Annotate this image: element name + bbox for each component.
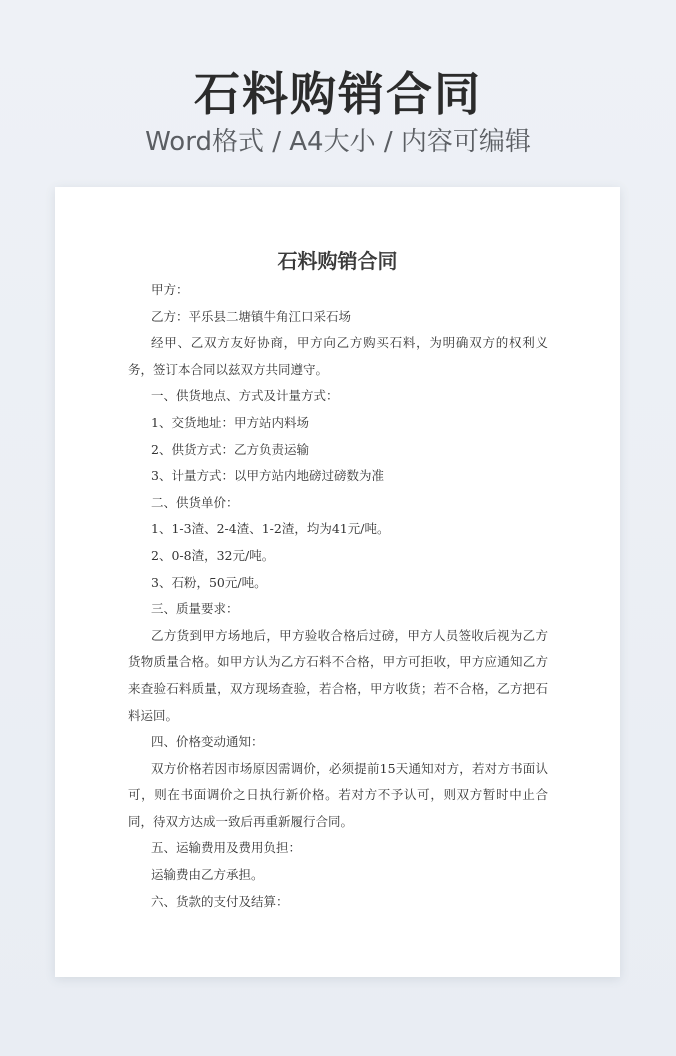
document-page bbox=[55, 187, 620, 977]
section-heading: 四、价格变动通知： bbox=[151, 734, 264, 750]
clause-item: 1、1-3渣、2-4渣、1-2渣，均为41元/吨。 bbox=[151, 521, 390, 537]
preamble-paragraph: 经甲、乙双方友好协商，甲方向乙方购买石料，为明确双方的权利义务，签订本合同以兹双方共同遵守。 bbox=[128, 335, 548, 377]
clause-item: 2、供货方式：乙方负责运输 bbox=[151, 441, 309, 457]
party-a-line: 甲方： bbox=[151, 282, 189, 297]
page-header bbox=[0, 62, 676, 160]
clause-paragraph: 乙方货到甲方场地后，甲方验收合格后过磅，甲方人员签收后视为乙方货物质量合格。如甲方认为乙方石料不合格，甲方可拒收，甲方应通知乙方来查验石料质量，双方现场查验，若合格，甲方收货；若不合格，乙方把石料运回。 bbox=[128, 627, 548, 723]
section-heading: 六、货款的支付及结算： bbox=[151, 893, 289, 909]
clause-paragraph: 双方价格若因市场原因需调价，必须提前15天通知对方，若对方书面认可，则在书面调价之日执行新价格。若对方不予认可，则双方暂时中止合同，待双方达成一致后再重新履行合同。 bbox=[128, 760, 548, 829]
section-heading: 五、运输费用及费用负担： bbox=[151, 840, 302, 856]
clause-item: 2、0-8渣，32元/吨。 bbox=[151, 547, 275, 563]
section-heading: 二、供货单价： bbox=[151, 494, 239, 510]
page-subtitle: Word格式 / A4大小 / 内容可编辑 bbox=[145, 127, 531, 157]
document-body bbox=[128, 277, 548, 915]
document-title: 石料购销合同 bbox=[277, 249, 398, 273]
clause-item: 3、计量方式：以甲方站内地磅过磅数为准 bbox=[151, 468, 384, 484]
clause-item: 3、石粉，50元/吨。 bbox=[151, 574, 267, 590]
clause-item: 1、交货地址：甲方站内料场 bbox=[151, 414, 309, 430]
page-title: 石料购销合同 bbox=[194, 67, 482, 121]
clause-item: 运输费由乙方承担。 bbox=[151, 867, 264, 883]
section-heading: 三、质量要求： bbox=[151, 601, 239, 617]
section-heading: 一、供货地点、方式及计量方式： bbox=[151, 388, 339, 404]
party-b-line: 乙方：平乐县二塘镇牛角江口采石场 bbox=[151, 308, 352, 324]
